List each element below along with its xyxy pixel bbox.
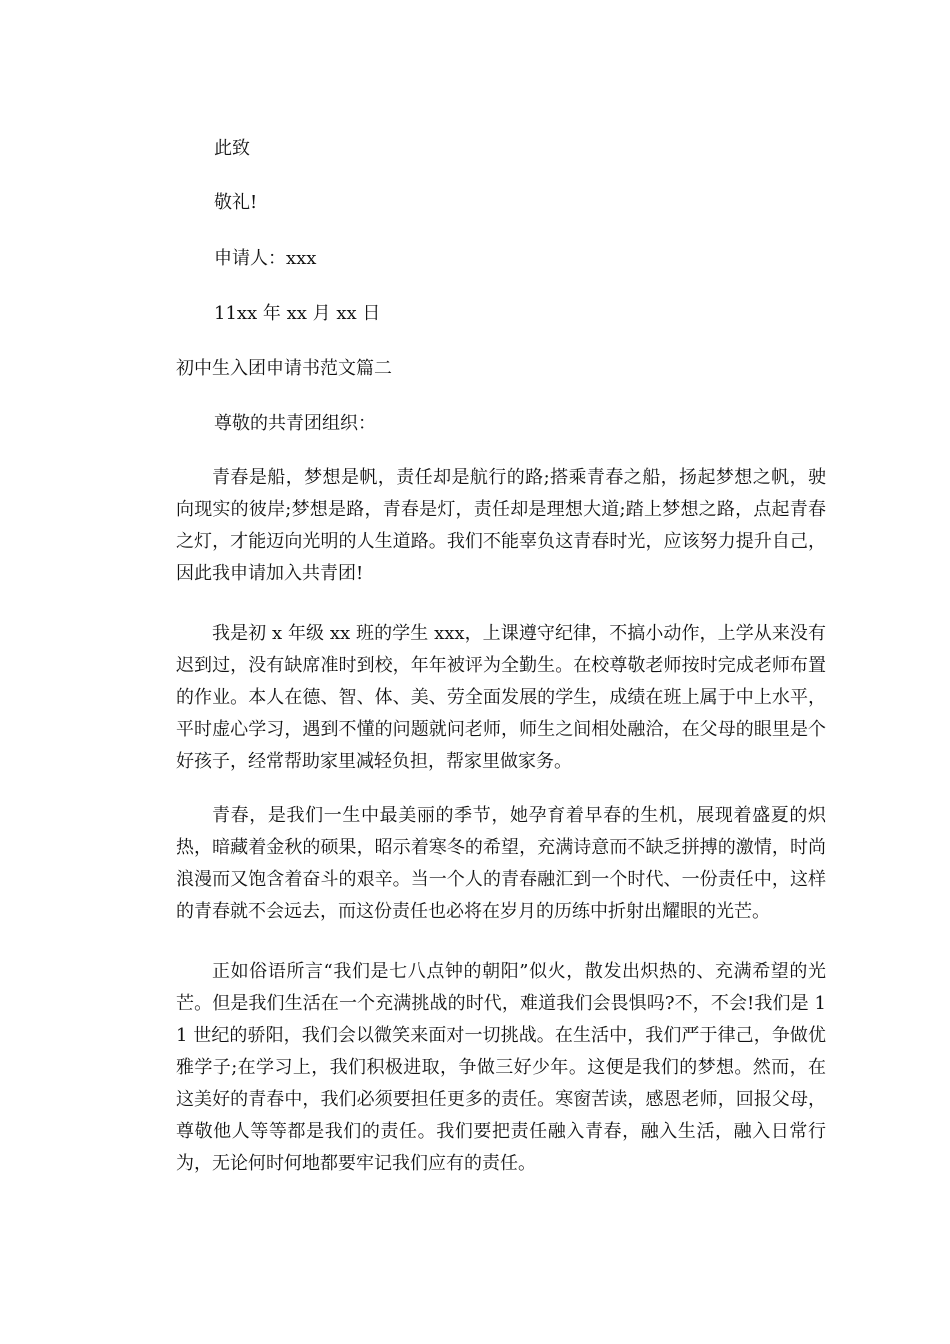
section-title: 初中生入团申请书范文篇二 <box>176 358 392 379</box>
application-date: 11xx 年 xx 月 xx 日 <box>214 303 381 324</box>
applicant-signature: 申请人：xxx <box>214 248 317 269</box>
body-paragraph-1: 青春是船，梦想是帆，责任却是航行的路;搭乘青春之船，扬起梦想之帆，驶向现实的彼岸;梦想是路，青春是灯，责任却是理想大道;踏上梦想之路，点起青春之灯，才能迈向光明的人生道路。我们不能辜负这青春时光，应该努力提升自己，因此我申请加入共青团! <box>176 467 826 584</box>
closing-respect: 敬礼! <box>214 192 258 213</box>
body-paragraph-2: 我是初 x 年级 xx 班的学生 xxx，上课遵守纪律，不搞小动作，上学从来没有迟到过，没有缺席准时到校，年年被评为全勤生。在校尊敬老师按时完成老师布置的作业。本人在德、智、体、美、劳全面发展的学生，成绩在班上属于中上水平，平时虚心学习，遇到不懂的问题就问老师，师生之间相处融洽，在父母的眼里是个好孩子，经常帮助家里减轻负担，帮家里做家务。 <box>176 623 826 772</box>
letter-greeting: 尊敬的共青团组织： <box>214 413 376 434</box>
closing-salutation: 此致 <box>214 138 250 159</box>
body-paragraph-3: 青春，是我们一生中最美丽的季节，她孕育着早春的生机，展现着盛夏的炽热，暗藏着金秋的硕果，昭示着寒冬的希望，充满诗意而不缺乏拼搏的激情，时尚浪漫而又饱含着奋斗的艰辛。当一个人的青春融汇到一个时代、一份责任中，这样的青春就不会远去，而这份责任也必将在岁月的历练中折射出耀眼的光芒。 <box>176 805 826 922</box>
body-paragraph-4: 正如俗语所言“我们是七八点钟的朝阳”似火，散发出炽热的、充满希望的光芒。但是我们生活在一个充满挑战的时代，难道我们会畏惧吗?不，不会!我们是 11 世纪的骄阳，我们会以微笑来面对一切挑战。在生活中，我们严于律己，争做优雅学子;在学习上，我们积极进取，争做三好少年。这便是我们的梦想。然而，在这美好的青春中，我们必须要担任更多的责任。寒窗苦读，感恩老师，回报父母，尊敬他人等等都是我们的责任。我们要把责任融入青春，融入生活，融入日常行为，无论何时何地都要牢记我们应有的责任。 <box>176 961 826 1174</box>
